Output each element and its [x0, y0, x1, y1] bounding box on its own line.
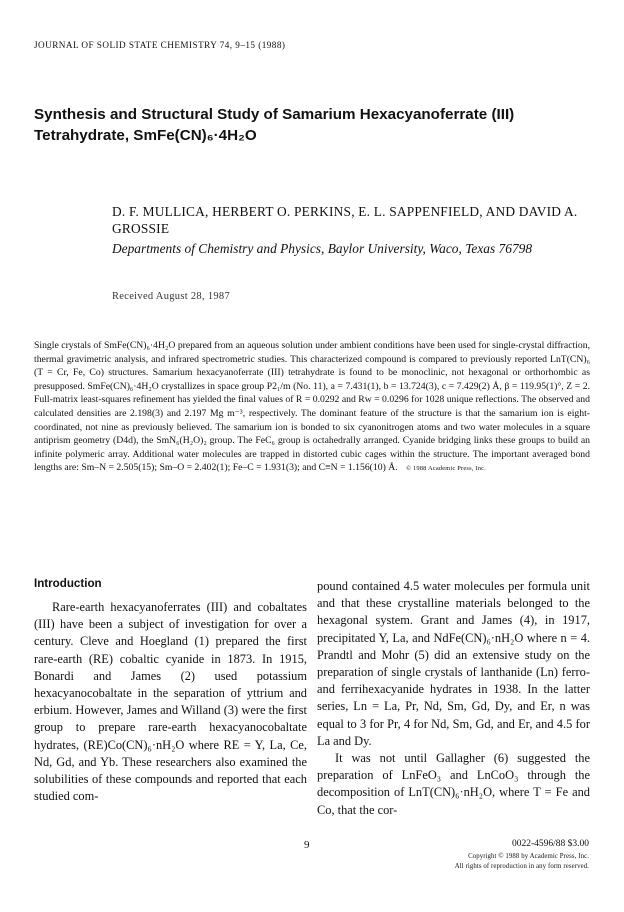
author-list: D. F. MULLICA, HERBERT O. PERKINS, E. L. SAPPENFIELD, AND DAVID A. GROSSIE — [112, 204, 578, 236]
affiliation: Departments of Chemistry and Physics, Baylor University, Waco, Texas 76798 — [112, 241, 533, 256]
abstract-copyright: © 1988 Academic Press, Inc. — [406, 465, 486, 473]
page-number: 9 — [304, 839, 310, 851]
abstract-text: Single crystals of SmFe(CN)₆·4H₂O prepared from an aqueous solution under ambient conditions have been used for single-crystal diffraction, thermal gravimetric analysis, and infrared spectrometric studies. This characterized compound is compared to previously reported LnT(CN)₆ (T = Cr, Fe, Co) structures. Samarium hexacyanoferrate (III) tetrahydrate is found to be monoclinic, not hexagonal or orthorhombic as presupposed. SmFe(CN)₆·4H₂O crystallizes in space group P2₁/m (No. 11), a = 7.431(1), b = 13.724(3), c = 7.429(2) Å, β = 119.95(1)°, Z = 2. Full-matrix least-squares refinement has yielded the final values of R = 0.0292 and Rw = 0.0296 for 1028 unique reflections. The observed and calculated densities are 2.198(3) and 2.197 Mg m⁻³, respectively. The dominant feature of the structure is that the samarium ion is eight-coordinated, not nine as previously believed. The samarium ion is bonded to six cyanonitrogen atoms and two water molecules in a square antiprism geometry (D4d), the SmN₆(H₂O)₂ group. The FeC₆ group is octahedrally arranged. Cyanide bridging links these groups to build an infinite polymeric array. Additional water molecules are trapped in distorted cubic cages within the structure. The important averaged bond lengths are: Sm–N = 2.505(15); Sm–O = 2.402(1); Fe–C = 1.931(3); and C≡N = 1.156(10) Å. — [34, 340, 590, 474]
article-title: Synthesis and Structural Study of Samarium Hexacyanoferrate (III) Tetrahydrate, SmFe(CN)₆·4H₂O — [34, 106, 515, 144]
section-heading-introduction: Introduction — [34, 577, 102, 590]
issn-price: 0022-4596/88 $3.00 — [511, 839, 589, 849]
body-paragraph: pound contained 4.5 water molecules per formula unit and that these crystalline materials belonged to the hexagonal system. Grant and James (4), in 1917, precipitated Y, La, and NdFe(CN)₆·nH₂O where n = 4. Prandtl and Mohr (5) did an extensive study on the preparation of single crystals of lanthanide (Ln) ferro- and ferrihexacyanide hydrates in 1938. In the latter series, Ln = La, Pr, Nd, Sm, Gd, Dy, and Er, n was equal to 3 for Pr, 4 for Nd, Sm, Gd, and Er, and 4.5 for La and Dy. — [317, 579, 590, 748]
rights-line: All rights of reproduction in any form reserved. — [454, 863, 589, 870]
journal-header: JOURNAL OF SOLID STATE CHEMISTRY 74, 9–15 (1988) — [34, 40, 286, 50]
body-paragraph: Rare-earth hexacyanoferrates (III) and cobaltates (III) have been a subject of investigation for over a century. Cleve and Hoegland (1) prepared the first rare-earth (RE) cobaltic cyanide in 1873. In 1915, Bonardi and James (2) used potassium hexacyanocobaltate in the separation of yttrium and erbium. However, James and Willand (3) were the first group to prepare rare-earth hexacyanocobaltate hydrates, (RE)Co(CN)₆·nH₂O where RE = Y, La, Ce, Nd, Gd, and Yb. These researchers also examined the solubilities of these compounds and reported that each studied com- — [34, 600, 307, 804]
body-paragraph: It was not until Gallagher (6) suggested the preparation of LnFeO₃ and LnCoO₃ through the decomposition of LnT(CN)₆·nH₂O, where T = Fe and Co, that the cor- — [317, 751, 590, 817]
copyright-line: Copyright © 1988 by Academic Press, Inc. — [468, 853, 589, 860]
abstract — [34, 339, 590, 476]
copyright-notice — [348, 852, 589, 872]
received-date: Received August 28, 1987 — [112, 291, 231, 302]
left-column — [34, 599, 307, 805]
right-column — [317, 578, 590, 819]
